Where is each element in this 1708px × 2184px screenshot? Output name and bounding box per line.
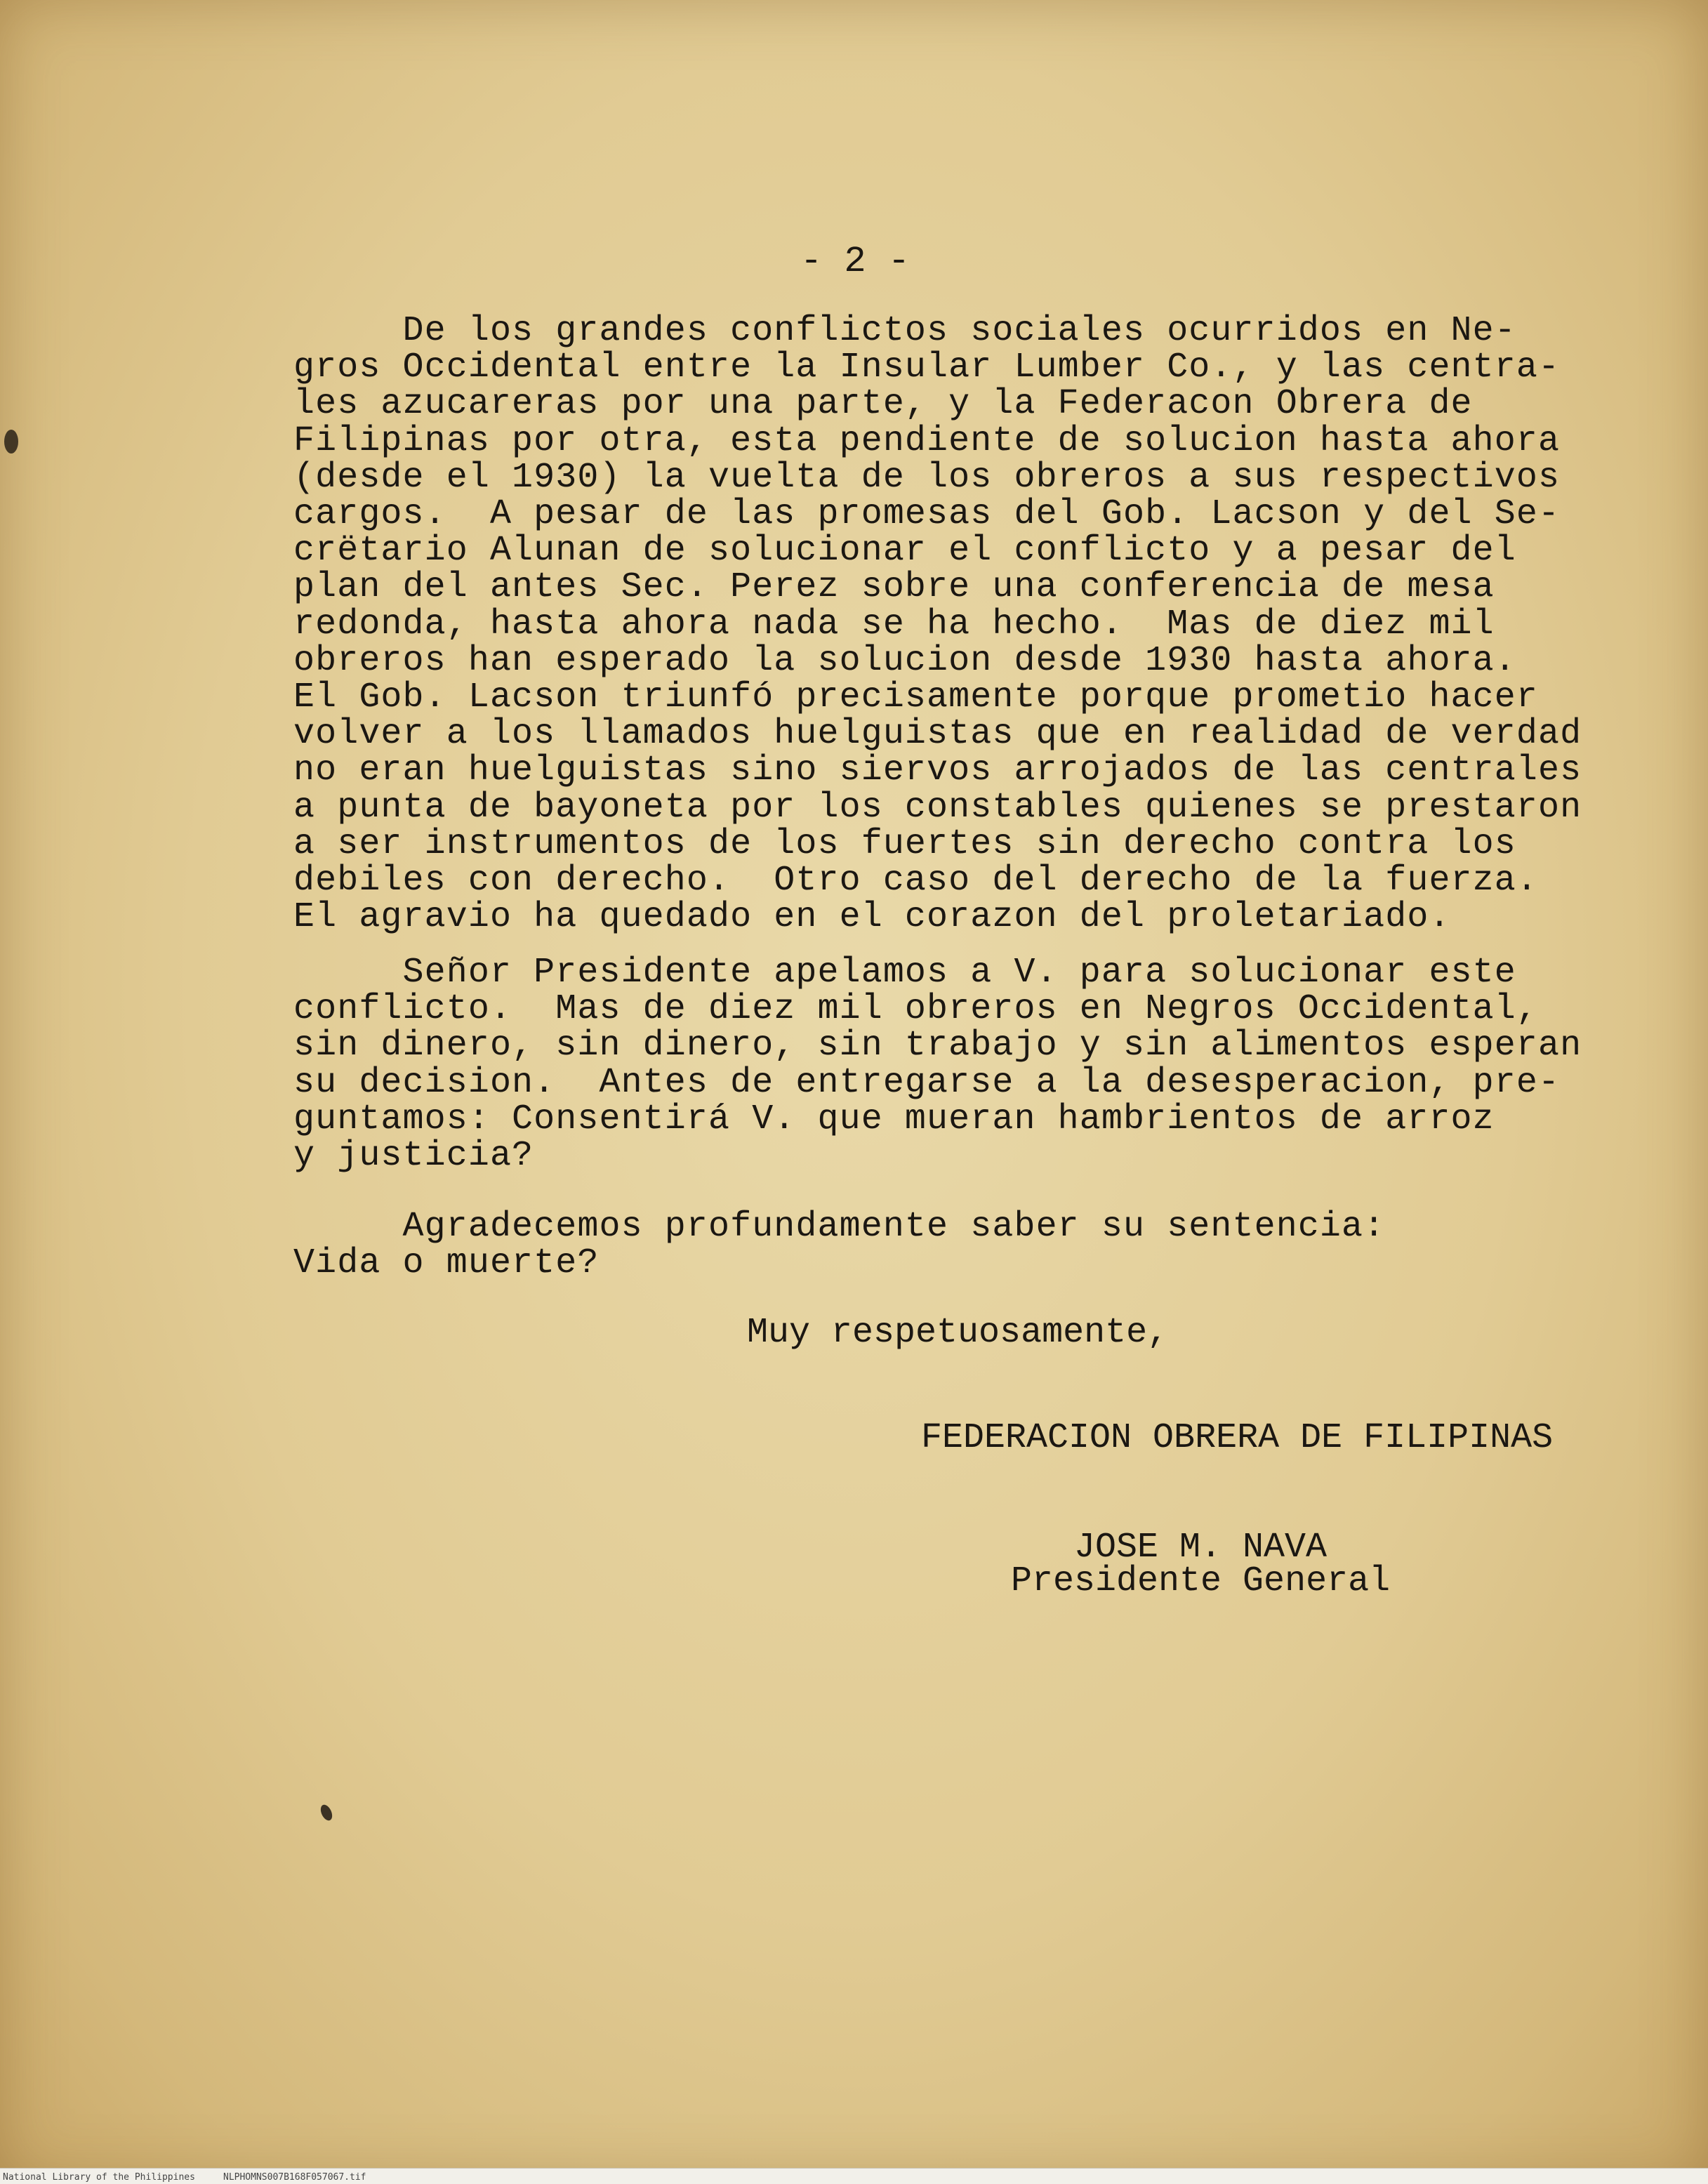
paragraph-line: crëtario Alunan de solucionar el conflicto y a pesar del xyxy=(293,531,1516,571)
paragraph-line: volver a los llamados huelguistas que en realidad de verdad xyxy=(293,714,1582,755)
page-number: - 2 - xyxy=(800,241,911,282)
paragraph-line: gros Occidental entre la Insular Lumber Co., y las centra- xyxy=(293,348,1561,388)
paragraph-line: Filipinas por otra, esta pendiente de solucion hasta ahora xyxy=(293,421,1561,461)
paragraph-line: su decision. Antes de entregarse a la desesperacion, pre- xyxy=(293,1062,1561,1103)
paragraph-line: guntamos: Consentirá V. que mueran hambrientos de arroz xyxy=(293,1099,1495,1139)
ink-blot-lower-left xyxy=(319,1803,335,1822)
paragraph-line: a ser instrumentos de los fuertes sin derecho contra los xyxy=(293,823,1516,864)
ink-blot-left-margin xyxy=(4,430,18,454)
file-identifier: NLPHOMNS007B168F057067.tif xyxy=(223,2172,366,2183)
paragraph-line: Señor Presidente apelamos a V. para solucionar este xyxy=(293,953,1516,993)
paragraph-gratitude xyxy=(293,1209,1585,1282)
paragraph-line: sin dinero, sin dinero, sin trabajo y sin alimentos esperan xyxy=(293,1026,1582,1066)
paragraph-conflict-description xyxy=(293,313,1585,936)
paragraph-line: plan del antes Sec. Perez sobre una conferencia de mesa xyxy=(293,567,1495,608)
archive-footer xyxy=(0,2168,1708,2184)
paragraph-line: debiles con derecho. Otro caso del derecho de la fuerza. xyxy=(293,861,1538,901)
signer-title: Presidente General xyxy=(1011,1561,1391,1601)
organization-name: FEDERACION OBRERA DE FILIPINAS xyxy=(921,1418,1554,1458)
paragraph-line: redonda, hasta ahora nada se ha hecho. Mas de diez mil xyxy=(293,604,1495,644)
paragraph-line: no eran huelguistas sino siervos arrojados de las centrales xyxy=(293,750,1582,791)
paragraph-line: conflicto. Mas de diez mil obreros en Negros Occidental, xyxy=(293,989,1538,1030)
closing-salutation: Muy respetuosamente, xyxy=(747,1313,1169,1353)
paragraph-line: El Gob. Lacson triunfó precisamente porque prometio hacer xyxy=(293,677,1538,718)
paragraph-line: El agravio ha quedado en el corazon del proletariado. xyxy=(293,897,1451,938)
paragraph-line: Vida o muerte? xyxy=(293,1243,600,1284)
paragraph-line: cargos. A pesar de las promesas del Gob. Lacson y del Se- xyxy=(293,494,1561,535)
paragraph-line: obreros han esperado la solucion desde 1930 hasta ahora. xyxy=(293,640,1516,681)
paragraph-line: a punta de bayoneta por los constables quienes se prestaron xyxy=(293,787,1582,828)
paragraph-line: les azucareras por una parte, y la Federacon Obrera de xyxy=(293,384,1473,425)
paragraph-line: (desde el 1930) la vuelta de los obreros a sus respectivos xyxy=(293,457,1561,498)
paragraph-line: De los grandes conflictos sociales ocurridos en Ne- xyxy=(293,311,1516,351)
signer-name: JOSE M. NAVA xyxy=(1074,1528,1328,1568)
paragraph-appeal xyxy=(293,953,1585,1177)
paragraph-line: y justicia? xyxy=(293,1136,534,1177)
paragraph-line: Agradecemos profundamente saber su sentencia: xyxy=(293,1207,1386,1247)
archive-name: National Library of the Philippines xyxy=(3,2172,195,2183)
